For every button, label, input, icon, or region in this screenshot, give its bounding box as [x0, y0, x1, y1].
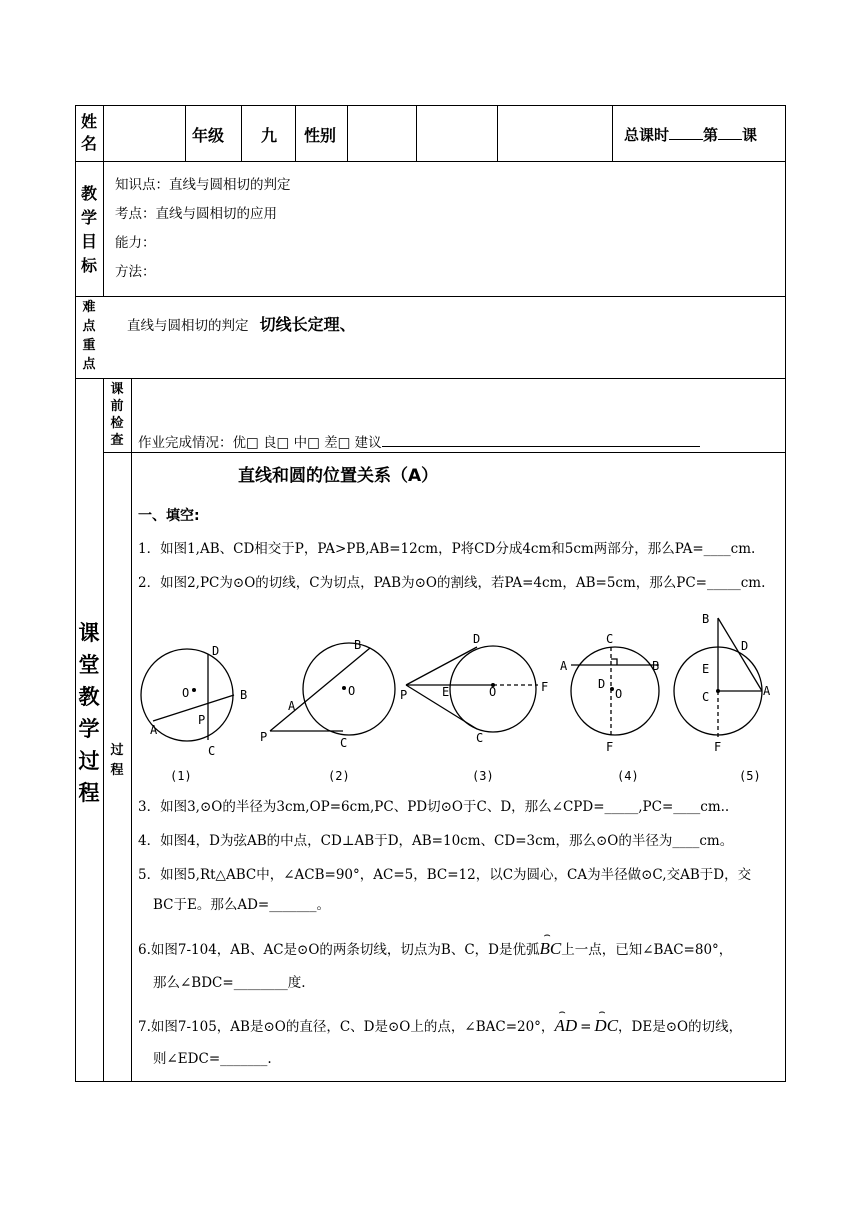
fig4-label-D: D: [598, 677, 606, 691]
question-7-eq: =: [580, 1019, 592, 1035]
goal-exam-point: 考点：直线与圆相切的应用: [115, 206, 277, 222]
key-points-content: [127, 312, 356, 335]
precheck-label-text: 课前检查: [110, 382, 124, 448]
goals-label: [75, 182, 103, 278]
arc-mark-icon: ⌢: [598, 1006, 606, 1018]
fig2-label-P: P: [260, 730, 268, 744]
fig-caption-5: (5): [739, 769, 761, 783]
fig5-label-C: C: [702, 690, 710, 704]
fig5-label-B: B: [702, 612, 710, 626]
question-1: 1．如图1,AB、CD相交于P，PA>PB,AB=12cm，P将CD分成4cm和5cm两部分，那么PA=____cm.: [138, 541, 756, 557]
fig3-label-O: O: [489, 685, 497, 699]
question-4: 4．如图4，D为弦AB的中点，CD⊥AB于D，AB=10cm、CD=3cm，那么⊙O的半径为____cm。: [138, 833, 734, 849]
fig5-label-A: A: [763, 684, 771, 698]
name-label: [75, 111, 103, 155]
name-label-text: 姓名: [81, 112, 98, 153]
fig2-label-A: A: [288, 699, 296, 713]
key-points-bold: 切线长定理、: [259, 315, 356, 334]
fig4-label-O: O: [615, 687, 623, 701]
question-5-line1: 5．如图5,Rt△ABC中，∠ACB=90°，AC=5，BC=12，以C为圆心，CA为半径做⊙C,交AB于D，交: [138, 867, 752, 883]
fig4-label-C: C: [606, 632, 614, 646]
question-7-arc2: [594, 1006, 619, 1036]
lesson-number-blank[interactable]: [718, 125, 742, 140]
question-6-arc-text: BC: [539, 939, 562, 958]
lesson-unit: 课: [742, 126, 758, 144]
fig1-label-O: O: [182, 686, 190, 700]
homework-status-text: 作业完成情况：优□ 良□ 中□ 差□ 建议: [138, 435, 382, 451]
homework-status: [138, 431, 700, 451]
question-7-line2: 则∠EDC=_______.: [153, 1051, 272, 1067]
question-6-arc: [539, 929, 562, 959]
fig2-label-C: C: [340, 736, 348, 750]
question-6-pre: 6.如图7-104，AB、AC是⊙O的两条切线，切点为B、C，D是优弧: [138, 942, 540, 958]
steps-label-text: 过程: [110, 743, 124, 778]
arc-mark-icon: ⌢: [543, 929, 551, 941]
fig5-label-E: E: [702, 662, 710, 676]
total-lessons-label: 总课时: [624, 126, 670, 144]
total-lessons: [624, 124, 757, 145]
key-points-label-text: 难点重点: [82, 300, 96, 372]
fig2-label-B: B: [354, 638, 362, 652]
gender-label: 性别: [304, 126, 337, 145]
fig1-label-C: C: [208, 744, 216, 758]
goal-method: 方法：: [115, 264, 156, 280]
figures-panel: [132, 599, 782, 789]
figure-captions: [170, 769, 761, 783]
fig3-label-P: P: [400, 688, 408, 702]
fig-caption-2: (2): [328, 769, 350, 783]
goal-ability: 能力：: [115, 235, 156, 251]
fig3-label-D: D: [473, 632, 481, 646]
section-heading: 一、填空:: [138, 508, 200, 524]
goals-label-text: 教学目标: [81, 184, 98, 275]
fig3-label-F: F: [541, 680, 549, 694]
fig1-label-B: B: [240, 688, 248, 702]
fig3-label-C: C: [476, 731, 484, 745]
fig3-label-E: E: [442, 685, 450, 699]
grade-label: 年级: [192, 126, 225, 145]
goal-knowledge: 知识点：直线与圆相切的判定: [115, 177, 291, 193]
fig4-label-F: F: [606, 740, 614, 754]
fig2-label-O: O: [348, 684, 356, 698]
lesson-number-label: 第: [703, 126, 719, 144]
process-label-text: 课堂教学过程: [78, 621, 100, 805]
question-6-line1: [138, 929, 733, 959]
key-points-text: 直线与圆相切的判定: [127, 318, 249, 334]
lesson-plan-table: [75, 105, 786, 1082]
question-7-pre: 7.如图7-105，AB是⊙O的直径，C、D是⊙O上的点，∠BAC=20°，: [138, 1019, 555, 1035]
question-7-post: ，DE是⊙O的切线，: [618, 1019, 743, 1035]
total-lessons-blank[interactable]: [669, 125, 703, 140]
question-6-post: 上一点，已知∠BAC=80°，: [561, 942, 733, 958]
question-3: 3．如图3,⊙O的半径为3cm,OP=6cm,PC、PD切⊙O于C、D，那么∠CPD=_____,PC=____cm..: [138, 799, 730, 815]
question-7-arc1-text: AD: [554, 1016, 578, 1035]
lesson-title: 直线和圆的位置关系（A）: [238, 466, 439, 486]
arc-mark-icon: ⌢: [558, 1006, 566, 1018]
question-7-line1: [138, 1006, 743, 1036]
precheck-label: [103, 381, 131, 449]
steps-label: [103, 741, 131, 781]
fig-caption-4: (4): [617, 769, 639, 783]
fig-caption-3: (3): [472, 769, 494, 783]
fig4-label-B: B: [652, 659, 660, 673]
fig-caption-1: (1): [170, 769, 192, 783]
fig1-label-A: A: [150, 723, 158, 737]
fig4-label-A: A: [560, 659, 568, 673]
question-7-arc1: [554, 1006, 578, 1036]
question-7-arc2-text: DC: [594, 1016, 619, 1035]
fig1-label-D: D: [212, 644, 220, 658]
fig5-label-F: F: [714, 740, 722, 754]
fig1-label-P: P: [198, 713, 206, 727]
grade-value: 九: [261, 126, 278, 145]
suggestion-blank[interactable]: [382, 432, 700, 447]
key-points-label: [75, 298, 103, 374]
fig5-label-D: D: [741, 639, 749, 653]
question-2: 2．如图2,PC为⊙O的切线，C为切点，PAB为⊙O的割线，若PA=4cm，AB=5cm，那么PC=_____cm.: [138, 575, 766, 591]
process-label: [75, 617, 103, 809]
question-6-line2: 那么∠BDC=________度.: [153, 975, 306, 991]
question-5-line2: BC于E。那么AD=_______。: [153, 897, 330, 913]
